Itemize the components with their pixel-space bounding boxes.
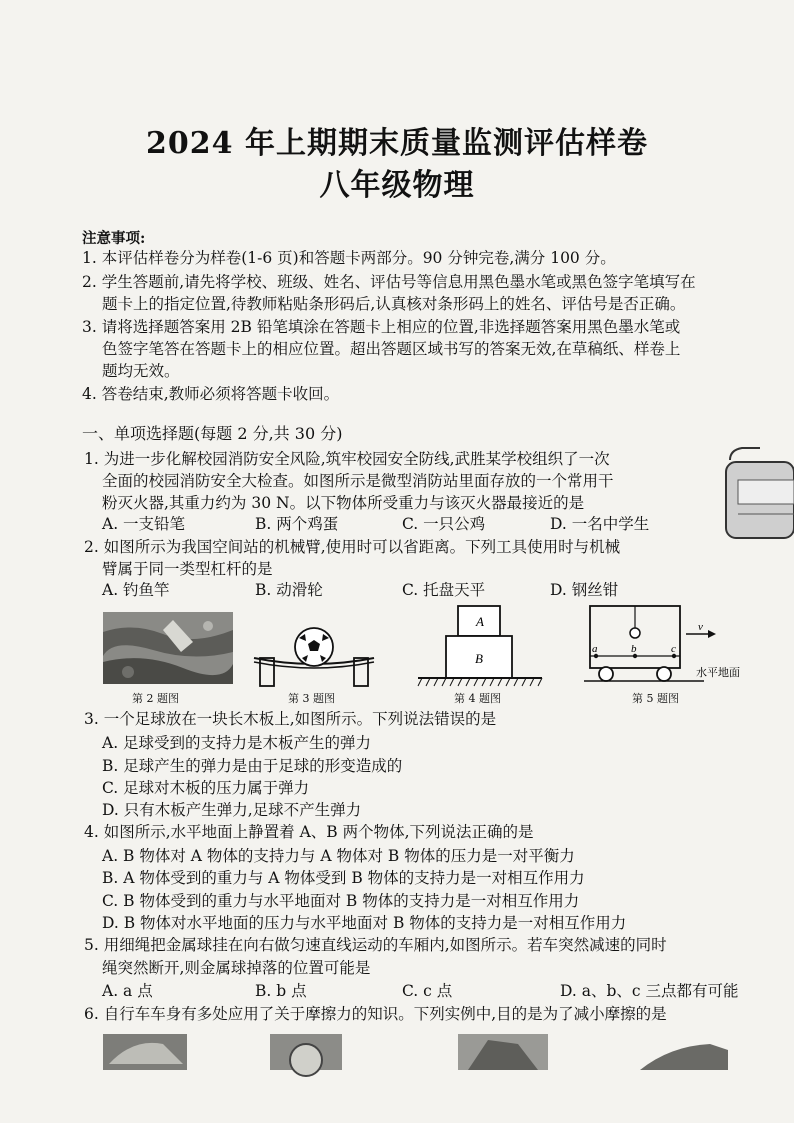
question-2-line: 2. 如图所示为我国空间站的机械臂,使用时可以省距离。下列工具使用时与机械 — [84, 538, 621, 556]
note-line: 题卡上的指定位置,待教师粘贴条形码后,认真核对条形码上的姓名、评估号是否正确。 — [102, 295, 686, 313]
question-3-option-b: B. 足球产生的弹力是由于足球的形变造成的 — [102, 757, 403, 775]
note-line: 3. 请将选择题答案用 2B 铅笔填涂在答题卡上相应的位置,非选择题答案用黑色墨水笔或 — [82, 318, 681, 336]
question-5-option-d: D. a、b、c 三点都有可能 — [560, 982, 739, 1000]
point-a-label: a — [592, 643, 598, 655]
point-c-label: c — [671, 643, 676, 655]
question-1-option-b: B. 两个鸡蛋 — [255, 515, 339, 533]
question-6-photo-c — [458, 1034, 548, 1070]
note-line: 题均无效。 — [102, 362, 180, 380]
question-5-option-c: C. c 点 — [402, 982, 453, 1000]
question-2-option-b: B. 动滑轮 — [255, 581, 323, 599]
question-1-line: 1. 为进一步化解校园消防安全风险,筑牢校园安全防线,武胜某学校组织了一次 — [84, 450, 610, 468]
question-3-option-a: A. 足球受到的支持力是木板产生的弹力 — [102, 734, 372, 752]
football-on-board-figure — [254, 618, 374, 688]
stacked-blocks-figure — [418, 604, 542, 688]
note-line: 色签字笔答在答题卡上的相应位置。超出答题区域书写的答案无效,在草稿纸、样卷上 — [102, 340, 681, 358]
note-line: 2. 学生答题前,请先将学校、班级、姓名、评估号等信息用黑色墨水笔或黑色签字笔填写在 — [82, 273, 696, 291]
question-4-option-a: A. B 物体对 A 物体的支持力与 A 物体对 B 物体的压力是一对平衡力 — [102, 847, 575, 865]
question-1-option-d: D. 一名中学生 — [550, 515, 650, 533]
note-line: 4. 答卷结束,教师必须将答题卡收回。 — [82, 385, 340, 403]
question-2-option-d: D. 钢丝钳 — [550, 581, 619, 599]
carriage-figure — [584, 604, 794, 688]
note-line: 1. 本评估样卷分为样卷(1-6 页)和答题卡两部分。90 分钟完卷,满分 100 分。 — [82, 249, 616, 267]
question-1-line: 全面的校园消防安全大检查。如图所示是微型消防站里面存放的一个常用干 — [102, 472, 614, 490]
figure-4-caption: 第 4 题图 — [454, 692, 501, 705]
exam-title: 2024 年上期期末质量监测评估样卷 — [146, 126, 648, 161]
question-4-option-b: B. A 物体受到的重力与 A 物体受到 B 物体的支持力是一对相互作用力 — [102, 869, 585, 887]
question-4-line: 4. 如图所示,水平地面上静置着 A、B 两个物体,下列说法正确的是 — [84, 823, 534, 841]
question-5-option-a: A. a 点 — [102, 982, 153, 1000]
question-3-option-c: C. 足球对木板的压力属于弹力 — [102, 779, 310, 797]
question-4-option-d: D. B 物体对水平地面的压力与水平地面对 B 物体的支持力是一对相互作用力 — [102, 914, 627, 932]
question-3-line: 3. 一个足球放在一块长木板上,如图所示。下列说法错误的是 — [84, 710, 497, 728]
question-6-photo-d — [640, 1040, 730, 1070]
question-3-option-d: D. 只有木板产生弹力,足球不产生弹力 — [102, 801, 362, 819]
velocity-label: v — [698, 621, 703, 633]
ground-label: 水平地面 — [696, 667, 740, 679]
question-1-line: 粉灭火器,其重力约为 30 N。以下物体所受重力与该灭火器最接近的是 — [102, 494, 585, 512]
question-2-option-a: A. 钓鱼竿 — [102, 581, 170, 599]
question-1-option-a: A. 一支铅笔 — [102, 515, 186, 533]
question-6-line: 6. 自行车车身有多处应用了关于摩擦力的知识。下列实例中,目的是为了减小摩擦的是 — [84, 1005, 667, 1023]
robot-arm-photo — [103, 612, 233, 684]
question-2-option-c: C. 托盘天平 — [402, 581, 486, 599]
question-4-option-c: C. B 物体受到的重力与水平地面对 B 物体的支持力是一对相互作用力 — [102, 892, 580, 910]
block-a-label: A — [476, 614, 484, 629]
notes-heading: 注意事项: — [82, 230, 146, 247]
section-heading: 一、单项选择题(每题 2 分,共 30 分) — [82, 424, 343, 443]
figure-5-caption: 第 5 题图 — [632, 692, 679, 705]
point-b-label: b — [631, 643, 637, 655]
figure-3-caption: 第 3 题图 — [288, 692, 335, 705]
question-5-line: 绳突然断开,则金属球掉落的位置可能是 — [102, 959, 371, 977]
question-6-photo-b — [270, 1034, 342, 1070]
figure-2-caption: 第 2 题图 — [132, 692, 179, 705]
question-6-photo-a — [103, 1034, 187, 1070]
question-2-line: 臂属于同一类型杠杆的是 — [102, 560, 273, 578]
question-5-line: 5. 用细绳把金属球挂在向右做匀速直线运动的车厢内,如图所示。若车突然减速的同时 — [84, 936, 667, 954]
question-5-option-b: B. b 点 — [255, 982, 307, 1000]
question-1-option-c: C. 一只公鸡 — [402, 515, 486, 533]
block-b-label: B — [475, 651, 483, 666]
fire-extinguisher-figure — [708, 440, 794, 540]
exam-subtitle: 八年级物理 — [319, 168, 475, 203]
